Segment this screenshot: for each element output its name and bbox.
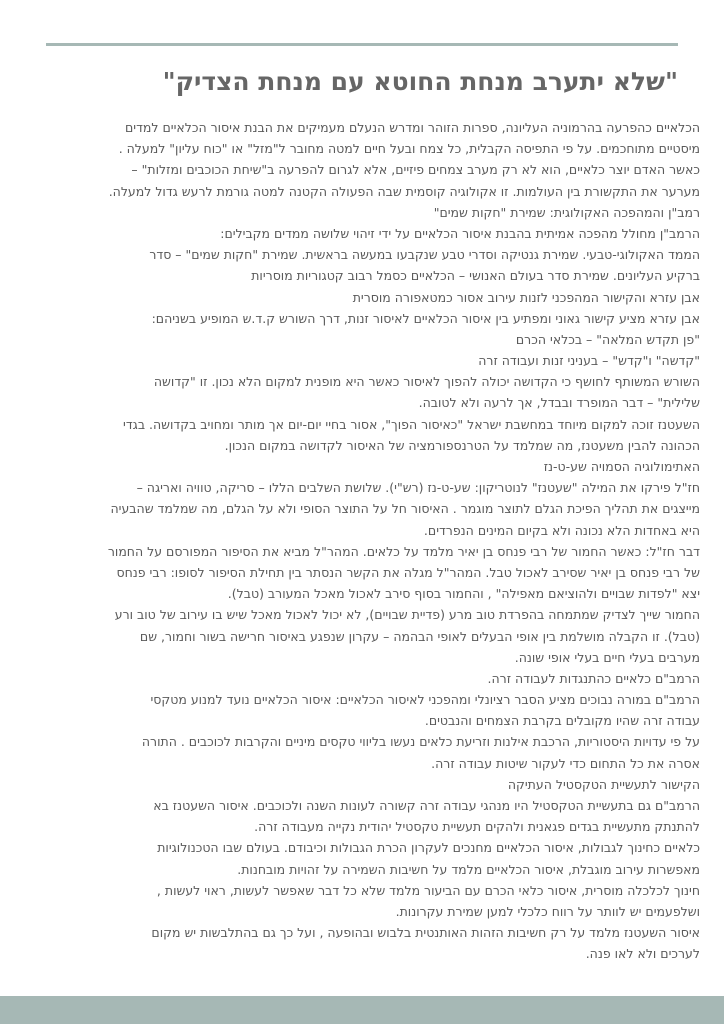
body-line: הכלאיים כהפרעה בהרמוניה העליונה, ספרות הזוהר ומדרש הנעלם מעמיקים את הבנת איסור הכלאיים למדים [125, 120, 700, 135]
body-line: של רבי פנחס בן יאיר שסירב לאכול טבל. המהר"ל מגלה את הקשר הנסתר בין תחילת הסיפור לסופו: רבי פנחס [116, 564, 700, 580]
body-line: ברקיע העליונים. שמירת סדר בעולם האנושי – הכלאיים כסמל רבוב קטגוריות מוסריות [251, 268, 700, 284]
body-line: יצא "לפדות שבויים ולהוציאם מאפילה" , והחמור בסוף סירב לאכול מאכל המעורב (טבל). [227, 586, 700, 602]
body-line: הקישור לתעשיית הטקסטיל העתיקה [507, 776, 700, 792]
body-line: השורש המשותף לחושף כי הקדושה יכולה להפוך לאיסור כאשר היא מופנית למקום הלא נכון. זו "קדושה [153, 374, 700, 390]
body-line: מערבים בעלי חיים בעלי אופי שונה. [514, 649, 700, 665]
body-line: אבן עזרא מציע קישור גאוני ומפתיע בין איסור הכלאיים לאיסור זנות, דרך השורש ק.ד.ש המופיע בשניהם: [151, 310, 700, 326]
body-line: הרמב"ן מחולל מהפכה אמיתית בהבנת איסור הכלאיים על ידי זיהוי שלושה ממדים מקבילים: [220, 225, 700, 241]
body-line: (טבל). זו הקבלה מושלמת בין אופי הבעלים לאופי הבהמה – עקרון שנפגע באיסור חרישה בשור וחמור, שם [139, 628, 700, 644]
body-line: איסור השעטנז מלמד על רק חשיבות הזהות האותנטית בלבוש ובהופעה , ועל כך גם בהתלבשות יש מקום [151, 925, 700, 941]
body-line: האתימולוגיה הסמויה שע-ט-נז [543, 459, 700, 474]
body-line: הרמב"ם כלאיים כהתנגדות לעבודה זרה. [487, 670, 700, 686]
body-line: השעטנז זוכה למקום מיוחד במחשבת ישראל "כאיסור הפוך", אסור בחיי יום-יום אך מותר ומחויב בקדושה. בגדי [123, 416, 700, 432]
body-line: הכהונה להבין משעטנז, מה שמלמד על הטרנספורמציה של האיסור לקדושה במקום הנכון. [224, 437, 700, 453]
body-line: מערער את התקשורת בין העולמות. זו אקולוגיה קוסמית שבה הפעולה הקטנה למטה גורמת לרעש גדול למעלה. [108, 183, 700, 199]
body-line: "פן תקדש המלאה" – בכלאי הכרם [515, 331, 700, 347]
body-line: חז"ל פירקו את המילה "שעטנז" לנוטריקון: שע-ט-נז (רש"י). שלושת השלבים הללו – סריקה, טוויה ואריגה – [136, 480, 700, 496]
footer-bar [0, 996, 724, 1024]
body-line: מיסטיים מתוחכמים. על פי התפיסה הקבלית, כל צמח ובעל חיים למטה מחובר ל"מזל" או "כוח עליון" למעלה . [118, 141, 700, 157]
body-line: שלילית" – דבר המופרד ובבדל, אך לרעה ולא לטובה. [418, 395, 700, 411]
body-line: להתנתק מתעשיית בגדים פגאנית ולהקים תעשיית טקסטיל יהודית נקייה מעבודה זרה. [254, 819, 700, 835]
body-line: רמב"ן והמהפכה האקולוגית: שמירת "חקות שמים" [433, 204, 700, 220]
document-title: "שלא יתערב מנחת החוטא עם מנחת הצדיק" [162, 67, 678, 96]
document-body [22, 117, 700, 965]
body-line: "קדשה" ו"קדש" – בעניני זנות ועבודה זרה [478, 353, 700, 369]
body-line: עבודה זרה שהיו מקובלים בקרבת הצמחים והנבטים. [424, 713, 700, 729]
body-line: הרמב"ם במורה נבוכים מציע הסבר רציונלי ומהפכני לאיסור הכלאיים: איסור הכלאיים נועד למנוע מטקסי [150, 692, 700, 708]
body-line: הממד האקולוגי-טבעי. שמירת גנטיקה וסדרי טבע שנקבעו במעשה בראשית. שמירת "חקות שמים" – סדר [149, 247, 700, 263]
body-line: אסרה את כל התחום כדי לעקור שיטות עבודה זרה. [431, 755, 700, 771]
body-line: לערכים ולא לאו פנה. [585, 946, 700, 962]
body-line: הרמב"ם גם בתעשיית הטקסטיל היו מנהגי עבודה זרה קשורה לעונות השנה ולכוכבים. איסור השעטנז בא [153, 798, 700, 813]
body-line: ושלפעמים יש לוותר על רווח כלכלי למען שמירת עקרונות. [395, 903, 700, 919]
top-divider-rule [46, 43, 678, 46]
body-line: מאפשרות עירוב מוגבלת, איסור הכלאיים מלמד על חשיבות השמירה על זהויות מובחנות. [237, 861, 700, 877]
body-line: חינוך לכלכלה מוסרית, איסור כלאי הכרם עם הביעור מלמד שלא כל דבר שאפשר לעשות, ראוי לעשות , [156, 882, 700, 898]
body-line: החמור שייך לצדיק שמתמחה בהפרדת טוב מרע (פדיית שבויים), לא יכול לאכול מאכל שיש בו עירוב של טוב ורע [114, 607, 700, 623]
body-line: אבן עזרא והקישור המהפכני לזנות עירוב אסור כמטאפורה מוסרית [352, 289, 700, 305]
body-line: על פי עדויות היסטוריות, הרכבת אילנות וזריעת כלאים נעשו בליווי טקסים מיניים והקרבות לכוכבים . התורה [141, 734, 700, 750]
body-line: דבר חז"ל: כאשר החמור של רבי פנחס בן יאיר מלמד על כלאים. המהר"ל מביא את הסיפור המפורסם על החמור [107, 543, 700, 559]
body-line: כאשר האדם יוצר כלאיים, הוא לא רק מערב צמחים פיזיים, אלא לגרום להפרעה ב"שיחת הכוכבים ומזלות" – [131, 162, 700, 178]
body-line: מייצגים את תהליך הפיכת הגלם לתוצר מוגמר . האיסור חל על התוצר הסופי ולא על הגלם, מה שמלמד שהבעיה [110, 501, 700, 517]
body-line: כלאיים כחינוך לגבולות, איסור הכלאיים מחנכים לעקרון הכרת הגבולות וכיבודם. בעולם שבו הטכנולוגיות [157, 840, 700, 856]
body-line: היא באחדות הלא נכונה ולא בקיום המינים הנפרדים. [423, 522, 700, 538]
